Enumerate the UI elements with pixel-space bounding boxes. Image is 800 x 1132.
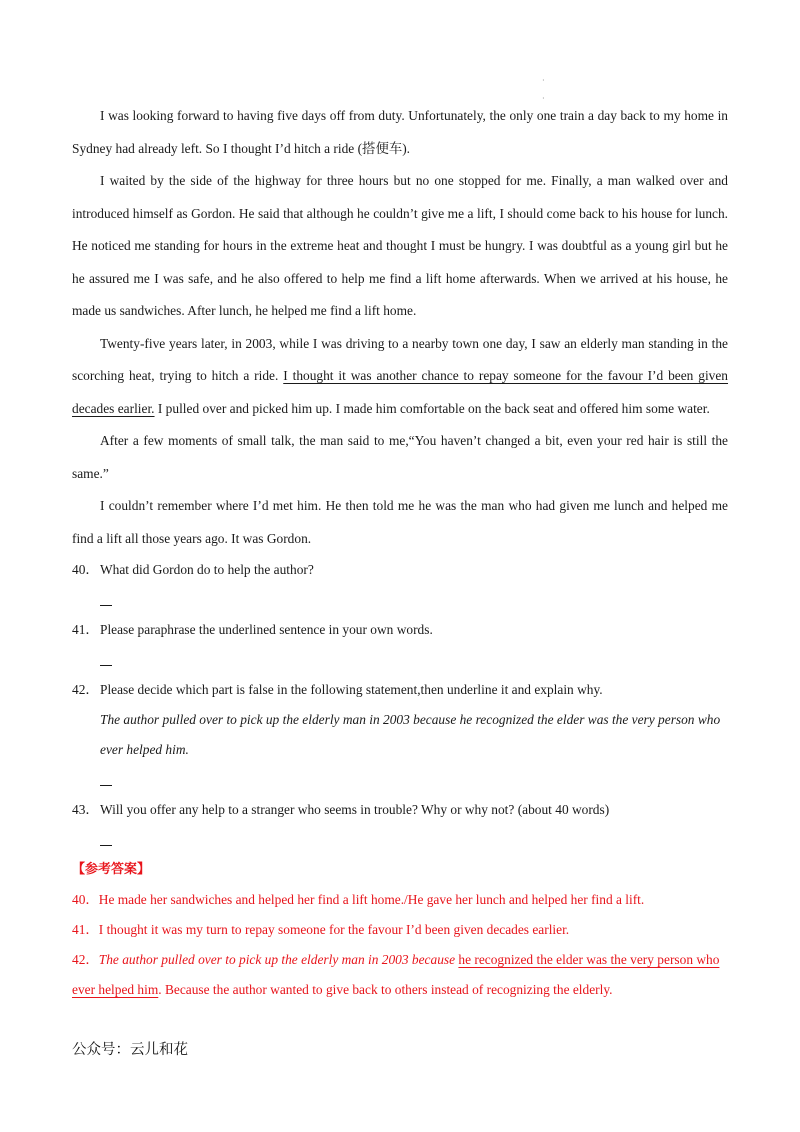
question-42 (72, 675, 728, 705)
answer-number: 42． (72, 952, 99, 967)
answer-42-explanation: . Because the author wanted to give back to others instead of recognizing the elderly. (158, 982, 613, 997)
question-text: What did Gordon do to help the author? (100, 562, 314, 577)
passage-paragraph-3 (72, 328, 728, 426)
question-text: Please paraphrase the underlined sentence in your own words. (100, 622, 433, 637)
passage-paragraph-5: I couldn’t remember where I’d met him. He then told me he was the man who had given me lunch and helped me find a lift all those years ago. It was Gordon. (72, 498, 728, 546)
speck-mark: · (542, 76, 545, 85)
answer-42-underlined: he recognized the elder was the very person who ever helped him (72, 952, 720, 997)
answer-42-italic: The author pulled over to pick up the elderly man in 2003 because (98, 952, 459, 967)
answer-40: 40．He made her sandwiches and helped her find a lift home./He gave her lunch and helped her find a lift. (72, 892, 645, 907)
answer-key-heading: 【参考答案】 (72, 862, 151, 877)
speck-mark: · (542, 94, 545, 103)
question-40 (72, 555, 728, 585)
question-42-statement: The author pulled over to pick up the elderly man in 2003 because he recognized the elder was the very person who ever helped him. (100, 712, 721, 757)
answer-blank[interactable] (100, 765, 728, 795)
passage-paragraph-4: After a few moments of small talk, the man said to me,“You haven’t changed a bit, even your red hair is still the same.” (72, 433, 728, 481)
question-43 (72, 795, 728, 825)
question-text: Please decide which part is false in the following statement,then underline it and explain why. (100, 682, 603, 697)
question-number: 40． (72, 562, 99, 577)
question-41 (72, 615, 728, 645)
answer-41: 41．I thought it was my turn to repay someone for the favour I’d been given decades earlier. (72, 922, 570, 937)
paragraph-3-start: Twenty-five years later, in 2003, while I was driving to a nearby town one day, I saw an elderly man standing in the scorching heat, trying to hitch a ride. (72, 335, 728, 383)
answer-blank[interactable] (100, 825, 728, 855)
paragraph-3-end: I pulled over and picked him up. I made him comfortable on the back seat and offered him some water. (154, 400, 710, 416)
document-body (72, 100, 728, 1005)
question-number: 41． (72, 622, 99, 637)
answer-blank[interactable] (100, 645, 728, 675)
underlined-sentence: I thought it was another chance to repay someone for the favour I’d been given decades earlier. (72, 368, 729, 416)
question-number: 42． (72, 682, 99, 697)
answer-blank[interactable] (100, 585, 728, 615)
answer-42 (72, 945, 728, 1005)
question-text: Will you offer any help to a stranger who seems in trouble? Why or why not? (about 40 words) (100, 802, 610, 817)
footer-account-label: 公众号：云儿和花 (72, 1042, 188, 1058)
passage-paragraph-1: I was looking forward to having five days off from duty. Unfortunately, the only one train a day back to my home in Sydney had already left. So I thought I’d hitch a ride (搭便车). (72, 108, 728, 156)
passage-paragraph-2: I waited by the side of the highway for three hours but no one stopped for me. Finally, a man walked over and introduced himself as Gordon. He said that although he couldn’t give me a lift, I should come back to his house for lunch. He noticed me standing for hours in the extreme heat and thought I must be hungry. I was doubtful as a young girl but he he assured me I was safe, and he also offered to help me find a lift home afterwards. When we arrived at his house, he made us sandwiches. After lunch, he helped me find a lift home. (72, 173, 728, 318)
question-number: 43． (72, 802, 99, 817)
